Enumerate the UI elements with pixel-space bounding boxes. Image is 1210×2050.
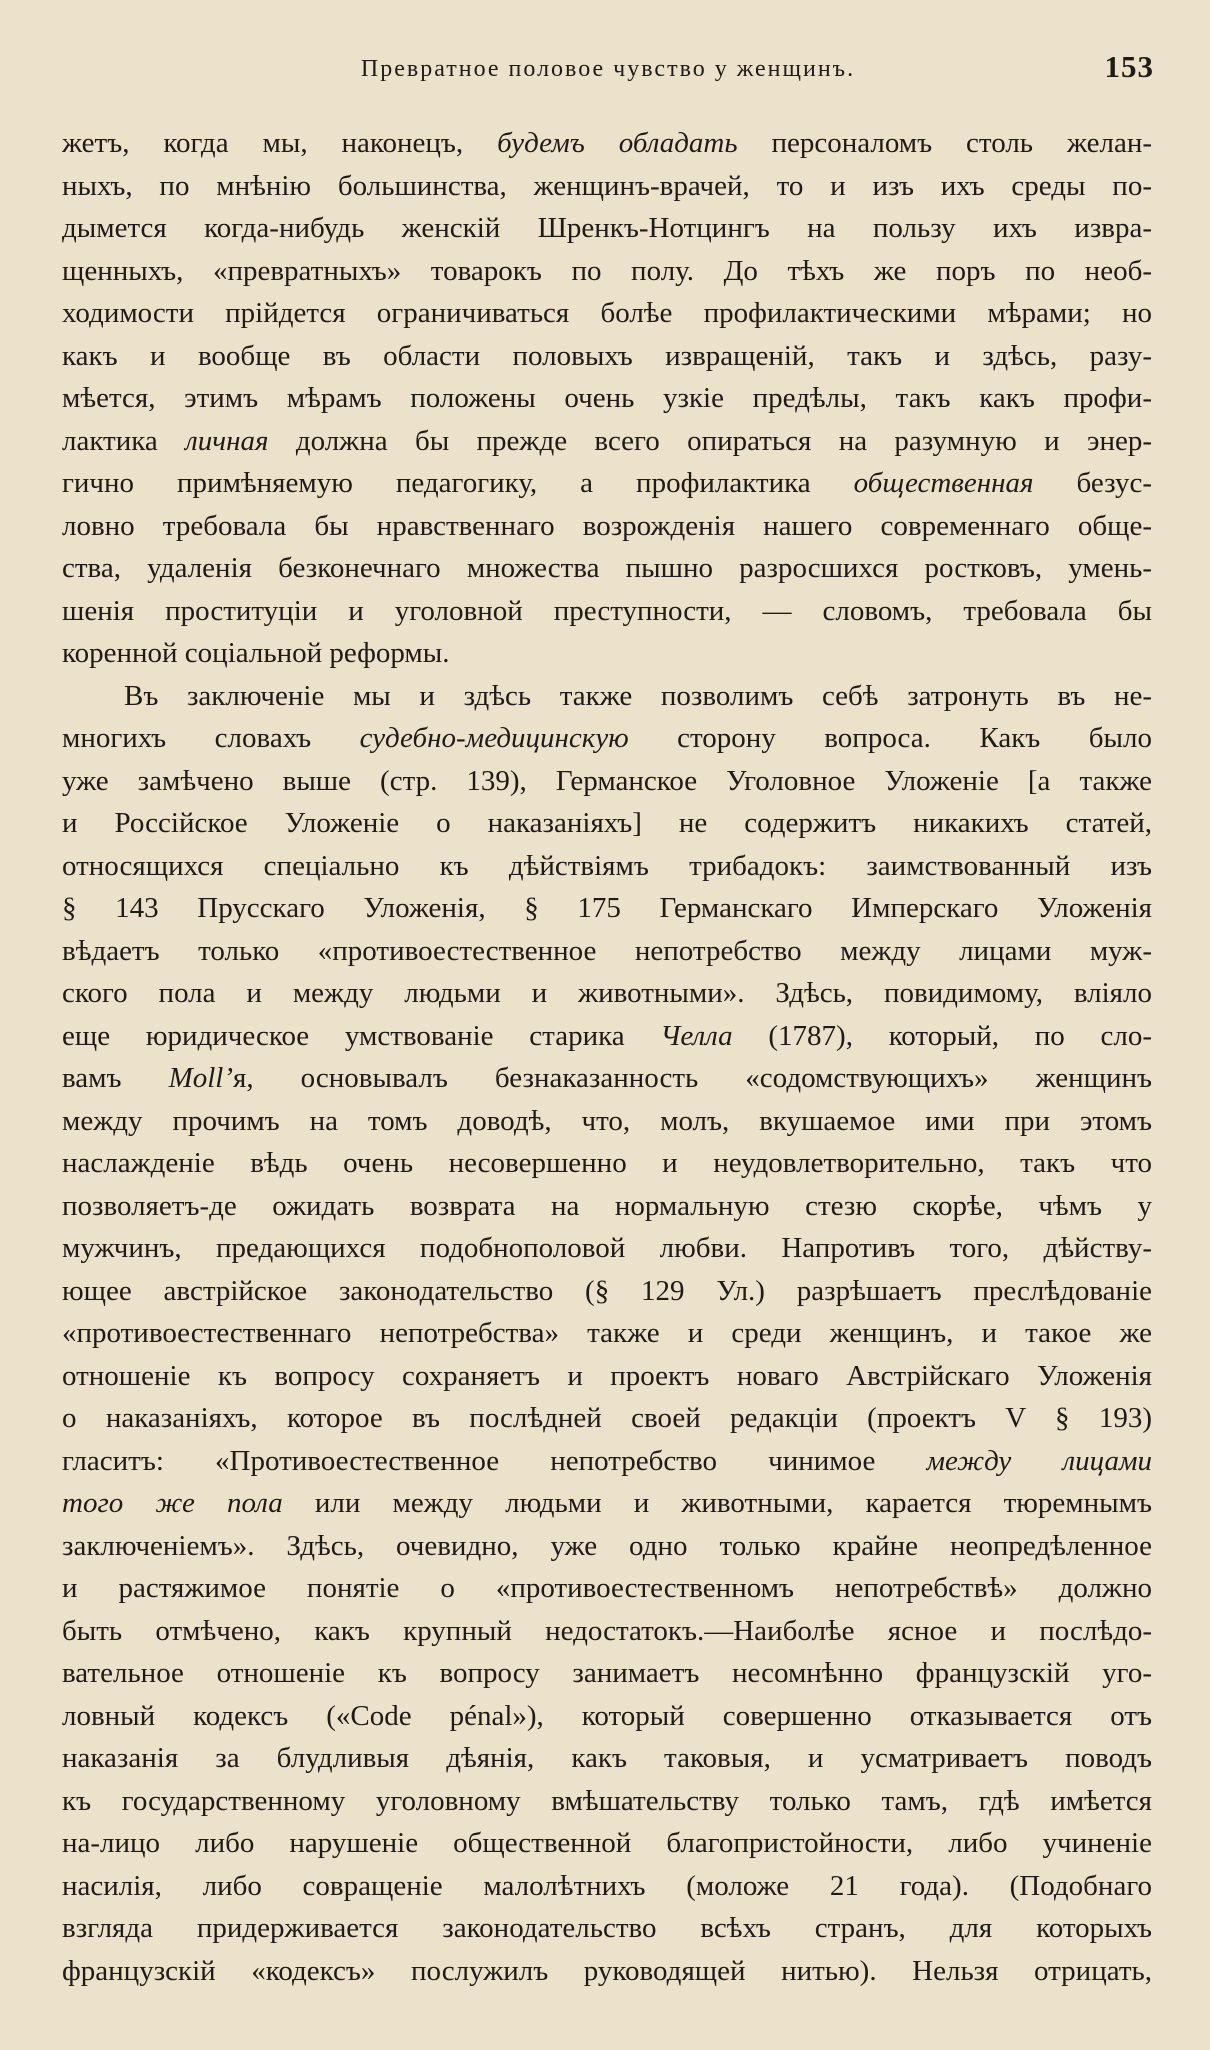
text-line	[62, 1822, 1152, 1865]
text-line	[62, 462, 1152, 505]
text-segment: ныхъ, по мнѣнію большинства, женщинъ-врачей, то и изъ ихъ среды по-	[62, 169, 1152, 202]
italic-emphasis: личная	[185, 424, 269, 457]
text-segment: относящихся спеціально къ дѣйствіямъ трибадокъ: заимствованный изъ	[62, 849, 1152, 882]
text-segment: я, основывалъ безнаказанность «содомствующихъ» женщинъ	[233, 1062, 1152, 1094]
text-segment: гласитъ: «Противоестественное непотребство чинимое	[62, 1444, 927, 1477]
text-line	[62, 1737, 1152, 1780]
text-segment: лактика	[62, 424, 186, 457]
text-segment: насилія, либо совращеніе малолѣтнихъ (моложе 21 года). (Подобнаго	[62, 1869, 1152, 1902]
text-segment: жетъ, когда мы, наконецъ,	[62, 127, 498, 159]
text-segment: сторону вопроса. Какъ было	[628, 722, 1152, 754]
italic-emphasis: судебно-медицинскую	[359, 722, 629, 754]
text-line	[62, 1567, 1152, 1610]
text-line	[62, 1142, 1152, 1185]
text-segment: быть отмѣчено, какъ крупный недостатокъ.—Наиболѣе ясное и послѣдо-	[62, 1614, 1152, 1647]
text-line	[62, 1015, 1152, 1058]
text-line	[62, 420, 1152, 463]
text-line	[62, 1865, 1152, 1908]
text-line	[62, 1525, 1152, 1568]
italic-emphasis: будемъ обладать	[497, 127, 738, 159]
text-line	[62, 1440, 1152, 1483]
text-segment: вамъ	[62, 1062, 169, 1094]
text-segment: или между людьми и животными, карается тюремнымъ	[282, 1487, 1152, 1519]
text-line	[62, 1907, 1152, 1950]
text-segment: между прочимъ на томъ доводѣ, что, молъ, вкушаемое ими при этомъ	[62, 1104, 1152, 1137]
text-segment: на-лицо либо нарушеніе общественной благопристойности, либо учиненіе	[62, 1827, 1152, 1859]
text-line	[62, 122, 1152, 165]
italic-emphasis: Moll’	[168, 1062, 234, 1094]
text-line	[62, 717, 1152, 760]
text-line	[62, 292, 1152, 335]
text-line	[62, 675, 1152, 718]
text-line	[62, 1270, 1152, 1313]
text-segment: (1787), который, по сло-	[732, 1019, 1152, 1052]
text-line	[62, 760, 1152, 803]
text-line	[62, 1610, 1152, 1653]
text-segment: коренной соціальной реформы.	[62, 637, 450, 669]
text-segment: ходимости прійдется ограничиваться болѣе профилактическими мѣрами; но	[62, 297, 1152, 329]
text-line	[62, 590, 1152, 633]
text-segment: заключеніемъ». Здѣсь, очевидно, уже одно только крайне неопредѣленное	[62, 1529, 1152, 1562]
text-line	[62, 972, 1152, 1015]
text-line	[62, 1227, 1152, 1270]
text-segment: ловно требовала бы нравственнаго возрожденія нашего современнаго обще-	[62, 509, 1152, 542]
text-line	[62, 1355, 1152, 1398]
page-number: 153	[1104, 49, 1154, 84]
text-line	[62, 547, 1152, 590]
text-segment: еще юридическое умствованіе старика	[62, 1019, 661, 1052]
text-line	[62, 1482, 1152, 1525]
text-line	[62, 1057, 1152, 1100]
text-segment: вѣдаетъ только «противоестественное непотребство между лицами муж-	[62, 934, 1152, 967]
text-segment: гично примѣняемую педагогику, а профилактика	[62, 467, 854, 499]
text-segment: § 143 Прусскаго Уложенія, § 175 Германскаго Имперскаго Уложенія	[62, 892, 1152, 924]
text-line	[62, 1185, 1152, 1228]
text-line	[62, 930, 1152, 973]
text-line	[62, 845, 1152, 888]
text-segment: взгляда придерживается законодательство всѣхъ странъ, для которыхъ	[62, 1912, 1152, 1944]
text-line	[62, 1950, 1152, 1993]
italic-emphasis: между лицами	[926, 1444, 1152, 1477]
text-segment: ющее австрійское законодательство (§ 129 Ул.) разрѣшаетъ преслѣдованіе	[62, 1274, 1152, 1307]
paragraph	[62, 122, 1152, 675]
text-segment: позволяетъ-де ожидать возврата на нормальную стезю скорѣе, чѣмъ у	[62, 1189, 1152, 1222]
text-line	[62, 377, 1152, 420]
text-segment: какъ и вообще въ области половыхъ извращеній, такъ и здѣсь, разу-	[62, 339, 1152, 372]
text-segment: и Россійское Уложеніе о наказаніяхъ] не содержитъ никакихъ статей,	[62, 807, 1152, 839]
text-line	[62, 1780, 1152, 1823]
body-text	[62, 122, 1152, 1992]
text-line	[62, 505, 1152, 548]
text-segment: и растяжимое понятіе о «противоестественномъ непотребствѣ» должно	[62, 1572, 1152, 1604]
text-line	[62, 1312, 1152, 1355]
text-segment: шенія проституціи и уголовной преступности, — словомъ, требовала бы	[62, 594, 1152, 627]
paragraph	[62, 675, 1152, 1993]
text-line	[62, 1397, 1152, 1440]
italic-emphasis: того же пола	[62, 1487, 283, 1519]
text-segment: Въ заключеніе мы и здѣсь также позволимъ себѣ затронуть въ не-	[124, 679, 1152, 712]
text-segment: ства, удаленія безконечнаго множества пышно разросшихся ростковъ, умень-	[62, 552, 1152, 584]
text-line	[62, 165, 1152, 208]
text-segment: о наказаніяхъ, которое въ послѣдней своей редакціи (проектъ V § 193)	[62, 1402, 1152, 1434]
text-segment: отношеніе къ вопросу сохраняетъ и проектъ новаго Австрійскаго Уложенія	[62, 1359, 1152, 1392]
text-segment: наслажденіе вѣдь очень несовершенно и неудовлетворительно, такъ что	[62, 1147, 1152, 1179]
italic-emphasis: Челла	[660, 1019, 733, 1052]
text-line	[62, 335, 1152, 378]
italic-emphasis: общественная	[853, 467, 1034, 499]
text-segment: щенныхъ, «превратныхъ» товарокъ по полу. До тѣхъ же поръ по необ-	[62, 254, 1152, 287]
text-segment: мужчинъ, предающихся подобнополовой любви. Напротивъ того, дѣйству-	[62, 1232, 1152, 1264]
text-segment: уже замѣчено выше (стр. 139), Германское Уголовное Уложеніе [а также	[62, 764, 1152, 797]
text-segment: безус-	[1033, 467, 1152, 499]
text-line	[62, 1100, 1152, 1143]
text-line	[62, 632, 1152, 675]
text-segment: ловный кодексъ («Code pénal»), который совершенно отказывается отъ	[62, 1699, 1152, 1732]
text-segment: вательное отношеніе къ вопросу занимаетъ несомнѣнно французскій уго-	[62, 1657, 1152, 1689]
running-head: Превратное половое чувство у женщинъ.	[360, 56, 856, 82]
text-line	[62, 802, 1152, 845]
text-line	[62, 1695, 1152, 1738]
page-header	[62, 48, 1154, 88]
text-segment: мѣется, этимъ мѣрамъ положены очень узкіе предѣлы, такъ какъ профи-	[62, 382, 1152, 414]
text-segment: персоналомъ столь желан-	[737, 127, 1152, 159]
text-segment: дымется когда-нибудь женскій Шренкъ-Нотцингъ на пользу ихъ извра-	[62, 212, 1152, 244]
text-line	[62, 207, 1152, 250]
text-line	[62, 250, 1152, 293]
text-segment: «противоестественнаго непотребства» также и среди женщинъ, и такое же	[62, 1317, 1152, 1349]
text-segment: должна бы прежде всего опираться на разумную и энер-	[268, 424, 1152, 457]
text-line	[62, 887, 1152, 930]
text-segment: французскій «кодексъ» послужилъ руководящей нитью). Нельзя отрицать,	[62, 1954, 1152, 1987]
text-line	[62, 1652, 1152, 1695]
text-segment: къ государственному уголовному вмѣшательству только тамъ, гдѣ имѣется	[62, 1784, 1152, 1817]
text-segment: наказанія за блудливыя дѣянія, какъ таковыя, и усматриваетъ поводъ	[62, 1742, 1152, 1774]
text-segment: многихъ словахъ	[62, 722, 360, 754]
text-segment: ского пола и между людьми и животными». Здѣсь, повидимому, вліяло	[62, 977, 1152, 1009]
